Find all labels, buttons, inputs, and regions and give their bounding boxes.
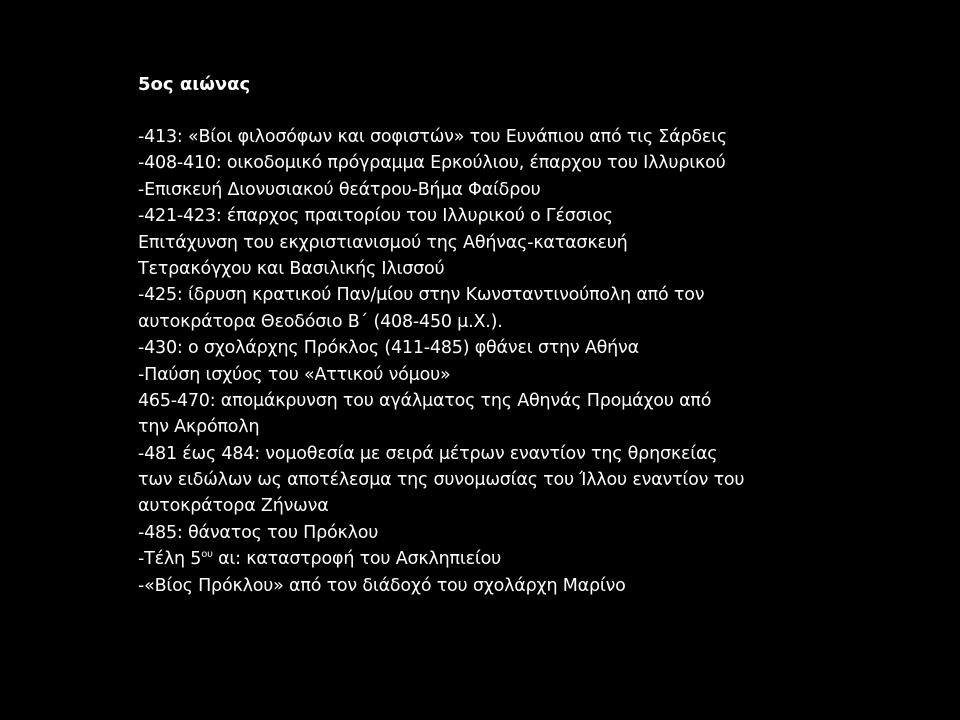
text-line: -421-423: έπαρχος πραιτορίου του Ιλλυρικού ο Γέσσιος (138, 206, 613, 227)
text-line: Επιτάχυνση του εκχριστιανισμού της Αθήνας-κατασκευή (138, 232, 628, 253)
text-line: -425: ίδρυση κρατικού Παν/μίου στην Κωνσταντινούπολη από τον (138, 285, 705, 306)
text-line: -481 έως 484: νομοθεσία με σειρά μέτρων εναντίον της θρησκείας (138, 443, 718, 464)
text-line: -Επισκευή Διονυσιακού θεάτρου-Βήμα Φαίδρου (138, 179, 541, 200)
text-line: -430: ο σχολάρχης Πρόκλος (411-485) φθάνει στην Αθήνα (138, 338, 639, 359)
text-line: -Παύση ισχύος του «Αττικού νόμου» (138, 364, 451, 385)
text-line: 465-470: απομάκρυνση του αγάλματος της Αθηνάς Προμάχου από (138, 390, 712, 411)
slide-heading: 5ος αιώνας (138, 74, 251, 95)
blank-line (138, 98, 838, 124)
text-line: -485: θάνατος του Πρόκλου (138, 522, 379, 543)
text-line: αυτοκράτορα Ζήνωνα (138, 496, 329, 517)
text-line: την Ακρόπολη (138, 417, 260, 438)
text-line: -413: «Βίοι φιλοσόφων και σοφιστών» του Ευνάπιου από τις Σάρδεις (138, 127, 727, 147)
text-line: Τετρακόγχου και Βασιλικής Ιλισσού (138, 258, 445, 279)
slide-content (138, 72, 838, 599)
text-line-with-superscript (138, 546, 838, 572)
text-line: -408-410: οικοδομικό πρόγραμμα Ερκούλιου, έπαρχου του Ιλλυρικού (138, 153, 726, 174)
text-line: των ειδώλων ως αποτέλεσμα της συνομωσίας του Ίλλου εναντίον του (138, 470, 745, 491)
text-line: αυτοκράτορα Θεοδόσιο Β΄ (408-450 μ.Χ.). (138, 311, 503, 332)
line-suffix: αι: καταστροφή του Ασκληπιείου (212, 549, 502, 570)
line-prefix: -Τέλη 5 (138, 549, 202, 570)
superscript: ου (201, 549, 213, 561)
text-line: -«Βίος Πρόκλου» από τον διάδοχό του σχολάρχη Μαρίνο (138, 575, 626, 596)
